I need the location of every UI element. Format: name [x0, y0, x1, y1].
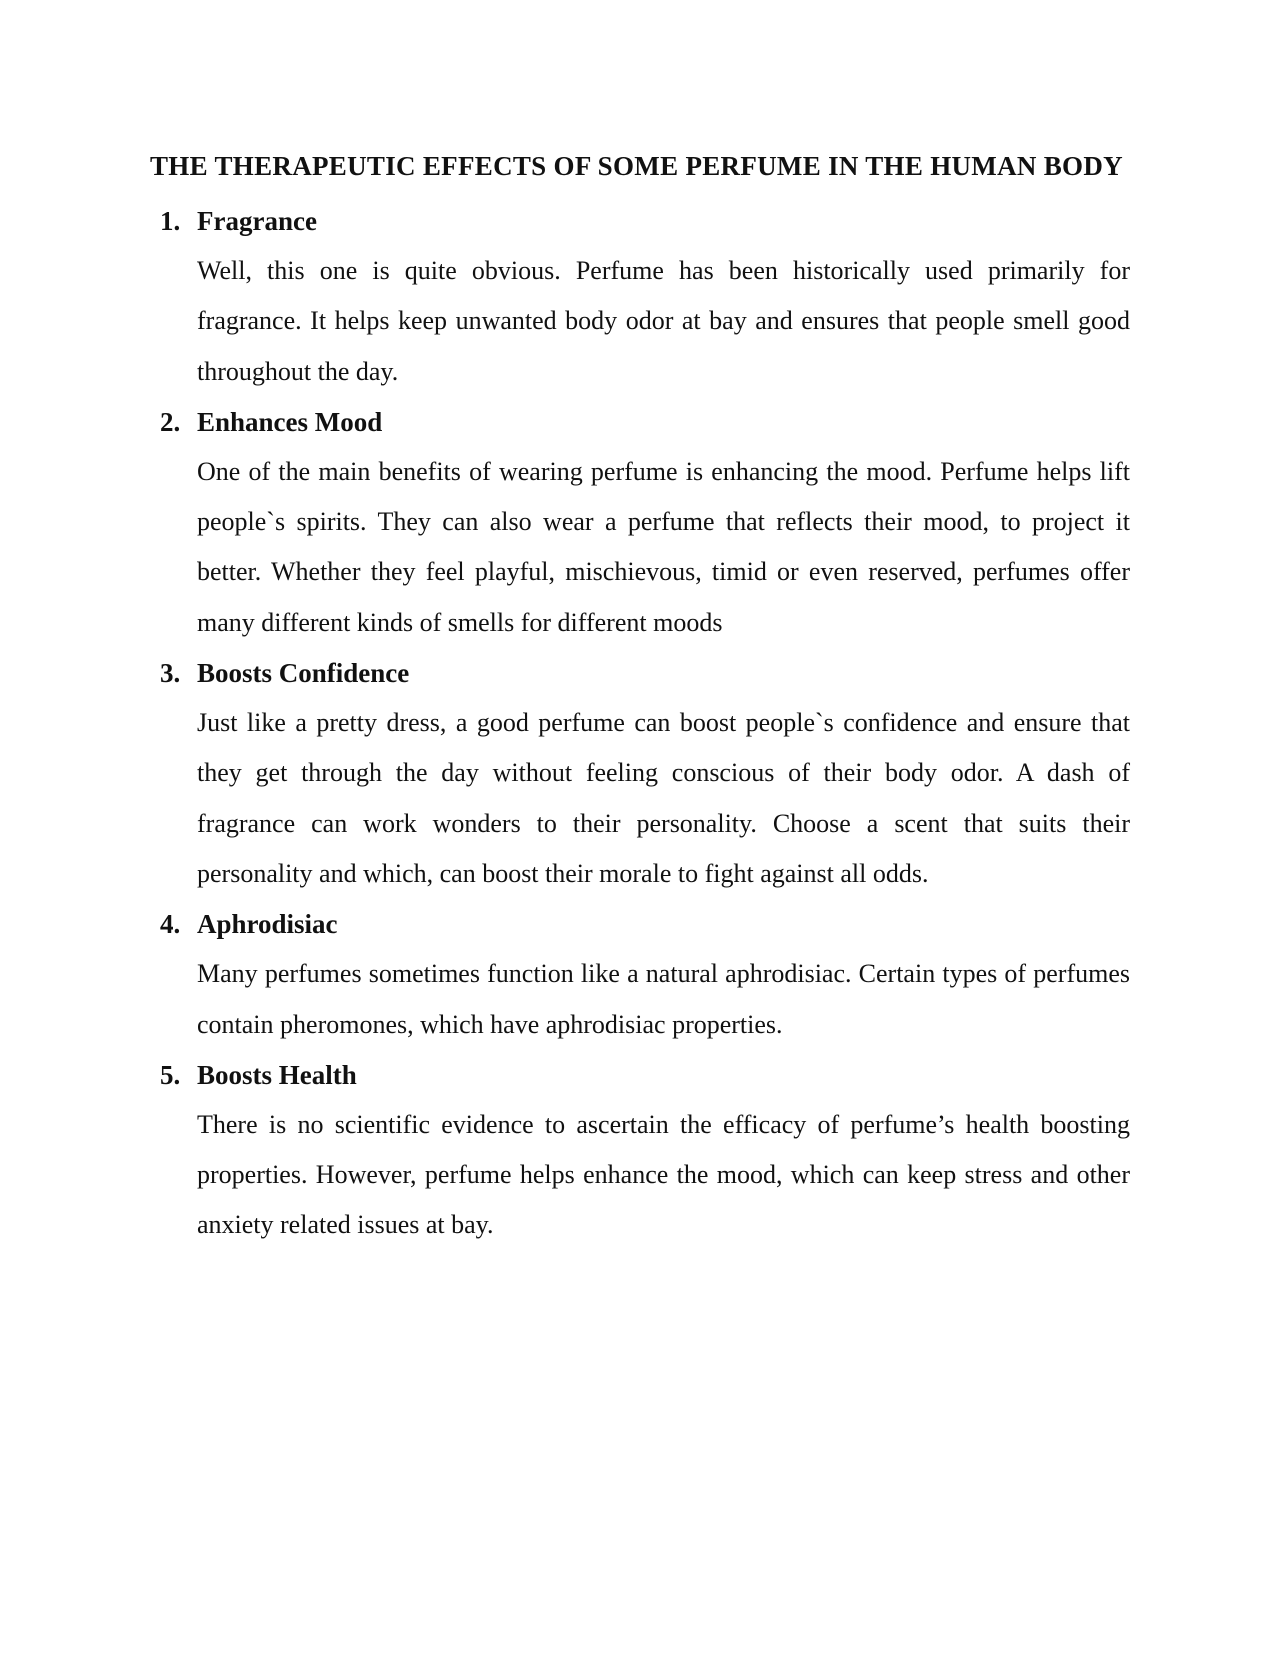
section-heading: Boosts Confidence [197, 658, 410, 689]
section-boosts-confidence [150, 648, 1130, 899]
section-body: Just like a pretty dress, a good perfume can boost people`s confidence and ensure that they get through the day without feeling conscious of their body odor. A dash of fragrance can work wonders to their personality. Choose a scent that suits their personality and which, can boost their morale to fight against all odds. [197, 708, 1130, 888]
section-heading: Boosts Health [197, 1059, 357, 1090]
section-fragrance [150, 196, 1130, 397]
section-number: 1. [160, 206, 181, 236]
section-number: 4. [160, 909, 181, 940]
section-heading: Aphrodisiac [197, 909, 338, 940]
section-number: 3. [160, 658, 181, 689]
section-body: Well, this one is quite obvious. Perfume has been historically used primarily for fragrance. It helps keep unwanted body odor at bay and ensures that people smell good throughout the day. [197, 256, 1130, 386]
section-number: 2. [160, 406, 181, 437]
section-aphrodisiac [150, 899, 1130, 1050]
document-page [150, 146, 1130, 1251]
section-enhances-mood [150, 397, 1130, 648]
section-number: 5. [160, 1059, 181, 1090]
section-heading: Fragrance [197, 206, 317, 236]
section-body: Many perfumes sometimes function like a natural aphrodisiac. Certain types of perfumes contain pheromones, which have aphrodisiac properties. [197, 959, 1130, 1039]
section-body: One of the main benefits of wearing perfume is enhancing the mood. Perfume helps lift people`s spirits. They can also wear a perfume that reflects their mood, to project it better. Whether they feel playful, mischievous, timid or even reserved, perfumes offer many different kinds of smells for different moods [197, 456, 1130, 637]
section-body: There is no scientific evidence to ascertain the efficacy of perfume’s health boosting properties. However, perfume helps enhance the mood, which can keep stress and other anxiety related issues at bay. [197, 1109, 1130, 1240]
section-boosts-health [150, 1050, 1130, 1251]
document-title: THE THERAPEUTIC EFFECTS OF SOME PERFUME IN THE HUMAN BODY [150, 151, 1123, 181]
section-list [150, 196, 1130, 1251]
section-heading: Enhances Mood [197, 406, 383, 437]
